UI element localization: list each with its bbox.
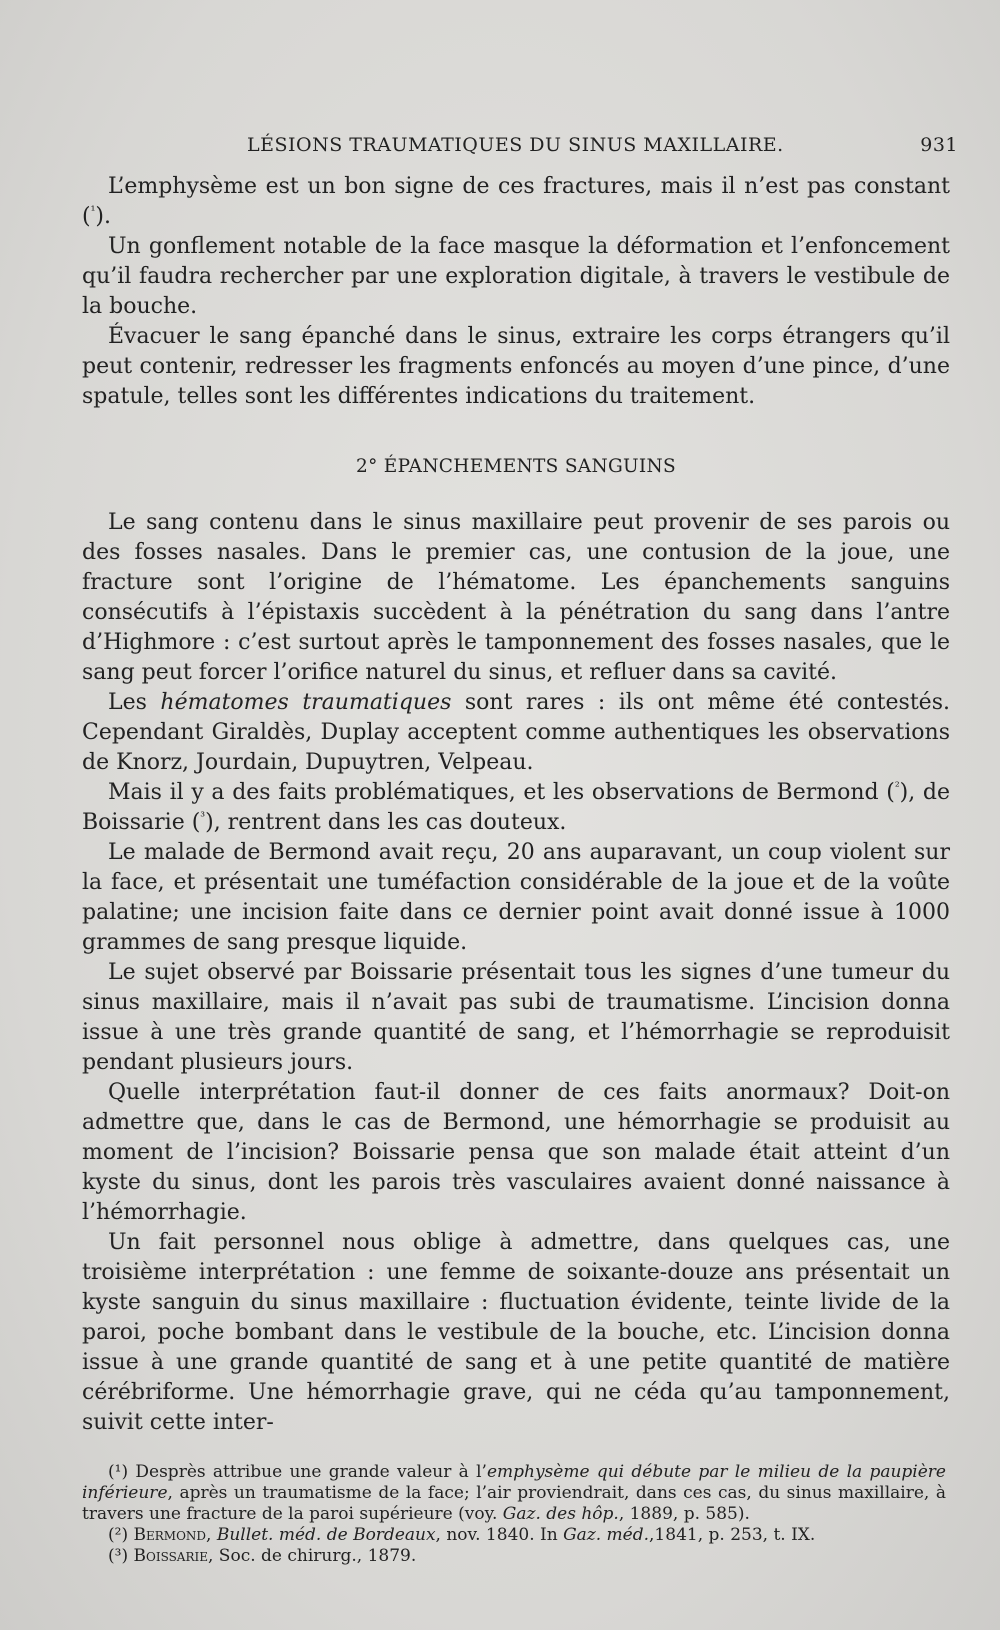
footnote-text: ,1841, p. 253, t. IX. — [649, 1525, 816, 1545]
footnote-author: Bermond — [128, 1525, 207, 1545]
footnote-text: , — [206, 1525, 217, 1545]
footnote-3 — [82, 1546, 946, 1567]
paragraph-emphysema — [82, 172, 950, 232]
paragraph-text: ), de Boissarie ( — [82, 780, 951, 835]
footnote-journal: Gaz. méd. — [563, 1525, 650, 1545]
footnote-text: , 1889, p. 585). — [618, 1504, 750, 1524]
paragraph-text: ), rentrent dans les cas douteux. — [205, 810, 567, 835]
running-header — [82, 134, 960, 160]
footnotes — [82, 1462, 946, 1567]
running-title: LÉSIONS TRAUMATIQUES DU SINUS MAXILLAIRE. — [247, 134, 784, 156]
footnote-ref-2: ² — [894, 779, 900, 794]
paragraph-treatment: Évacuer le sang épanché dans le sinus, extraire les corps étrangers qu’il peut contenir, redresser les fragments enfoncés au moyen d’une pince, d’une spatule, telles sont les différentes indications du traitement. — [82, 324, 950, 409]
paragraph-hematomas — [82, 688, 950, 778]
footnote-journal: Gaz. des hôp. — [502, 1504, 619, 1524]
paragraph-boissarie-case: Le sujet observé par Boissarie présentait tous les signes d’une tumeur du sinus maxillaire, mais il n’avait pas subi de traumatisme. L’incision donna issue à une très grande quantité de sang, et l’hémorrhagie se reproduisit pendant plusieurs jours. — [82, 960, 950, 1075]
footnote-ref-3: ³ — [200, 809, 206, 824]
footnote-mark: (¹) — [108, 1462, 129, 1482]
paragraph-problematic — [82, 778, 950, 838]
footnote-text: , après un traumatisme de la face; l’air proviendrait, dans ces cas, du sinus maxillaire, à travers une fracture de la paroi supérieure (voy. — [82, 1483, 946, 1524]
emphasis-text: hématomes traumatiques — [160, 690, 452, 715]
footnote-emphasis: emphysème qui débute par le milieu de la paupière inférieure — [82, 1462, 946, 1503]
footnote-1 — [82, 1462, 946, 1525]
footnote-text: , nov. 1840. In — [435, 1525, 564, 1545]
footnote-author: Boissarie — [128, 1546, 208, 1566]
paragraph-text: L’emphysème est un bon signe de ces fractures, mais il n’est pas constant ( — [82, 174, 950, 229]
paragraph-text: ). — [95, 204, 111, 229]
paragraph-blood-origin: Le sang contenu dans le sinus maxillaire peut provenir de ses parois ou des fosses nasales. Dans le premier cas, une contusion de la joue, une fracture sont l’origine de l’hématome. Les épanchements sanguins consécutifs à l’épistaxis succèdent à la pénétration du sang dans l’antre d’Highmore : c’est surtout après le tamponnement des fosses nasales, que le sang peut forcer l’orifice naturel du sinus, et refluer dans sa cavité. — [82, 510, 950, 685]
paragraph-personal-case: Un fait personnel nous oblige à admettre, dans quelques cas, une troisième interprétation : une femme de soixante-douze ans présentait un kyste sanguin du sinus maxillaire : fluctuation évidente, teinte livide de la paroi, poche bombant dans le vestibule de la bouche, etc. L’incision donna issue à une grande quantité de sang et à une petite quantité de matière cérébriforme. Une hémorrhagie grave, qui ne céda qu’au tamponnement, suivit cette inter- — [82, 1230, 950, 1435]
footnote-text: , Soc. de chirurg., 1879. — [208, 1546, 417, 1566]
paragraph-text: Les — [108, 690, 161, 715]
page-number: 931 — [920, 134, 958, 156]
section-title: 2° ÉPANCHEMENTS SANGUINS — [356, 456, 676, 477]
paragraph-text: sont rares : ils ont même été contestés. Cependant Giraldès, Duplay acceptent comme authentiques les observations de Knorz, Jourdain, Dupuytren, Velpeau. — [82, 690, 950, 775]
paragraph-bermond-case: Le malade de Bermond avait reçu, 20 ans auparavant, un coup violent sur la face, et présentait une tuméfaction considérable de la joue et de la voûte palatine; une incision faite dans ce dernier point avait donné issue à 1000 grammes de sang presque liquide. — [82, 840, 950, 955]
footnote-text: Desprès attribue une grande valeur à l’ — [128, 1462, 487, 1482]
page-body — [82, 172, 950, 1438]
footnote-2 — [82, 1525, 946, 1546]
paragraph-interpretation: Quelle interprétation faut-il donner de ces faits anormaux? Doit-on admettre que, dans le cas de Bermond, une hémorrhagie se produisit au moment de l’incision? Boissarie pensa que son malade était atteint d’un kyste du sinus, dont les parois très vasculaires avaient donné naissance à l’hémorrhagie. — [82, 1080, 950, 1225]
footnote-mark: (³) — [108, 1546, 129, 1566]
paragraph-swelling: Un gonflement notable de la face masque la déformation et l’enfoncement qu’il faudra rechercher par une exploration digitale, à travers le vestibule de la bouche. — [82, 234, 950, 319]
paragraph-text: Mais il y a des faits problématiques, et les observations de Bermond ( — [108, 780, 895, 805]
footnote-ref-1: ¹ — [90, 203, 96, 218]
footnote-mark: (²) — [108, 1525, 129, 1545]
footnote-journal: Bullet. méd. de Bordeaux — [216, 1525, 436, 1545]
